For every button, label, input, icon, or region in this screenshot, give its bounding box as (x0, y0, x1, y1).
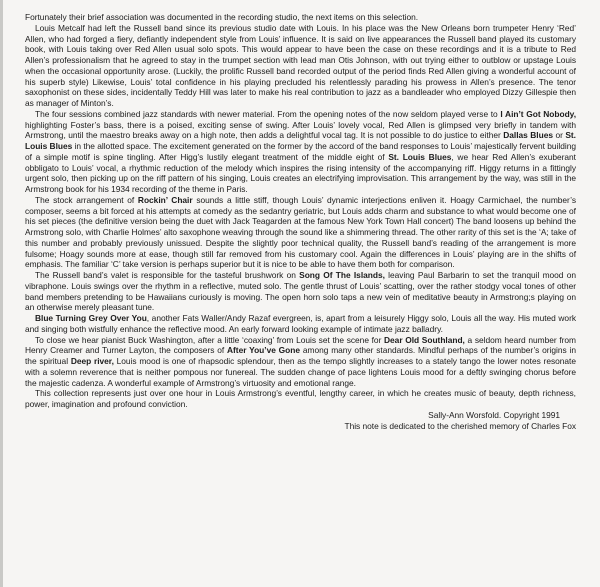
song-title: I Ain’t Got Nobody, (500, 108, 576, 119)
paragraph-text: highlighting Foster’s bass, there is a poised, exciting sense of swing. After Louis’ lovely vocal, Red Allen is glimpsed very briefly in tandem with Armstrong, until the maestro breaks away on a high note, then adds a delightful vocal tag. It is not possible to do justice to either (25, 119, 576, 141)
liner-notes-text (25, 12, 576, 410)
paragraph-text: This collection represents just over one hour in Louis Armstrong’s eventful, lengthy career, in which he creates music of beauty, depth richness, power, imagination and profound conviction. (25, 388, 576, 409)
song-title: Dear Old Southland, (384, 334, 465, 345)
paragraph-text: Fortunately their brief association was documented in the recording studio, the next items on this selection. (25, 12, 419, 22)
paragraph-text: sounds a little stiff, though Louis’ dynamic interjections enliven it. Hoagy Carmichael, the number’s composer, seems a bit forced at his attempts at comedy as the sedantry geriatric, but Louis adds charm and substance to what would become one of his set pieces (the definitive version being the duet with Jack Teagarden at the famous New York Town Hall concert) The band loosens up behind the Armstrong solo, with Charlie Holmes’ alto saxophone weaving through the sound like a shimmering thread. The other rarity of this set is the ‘A; take of this number and probably previously unissued. Despite the slightly poor technical quality, the Russell band’s reading of the arrangement is more fulsome; Hoagy sounds more at ease, though still far removed from his customary cool. Again the differences in Louis’ playing are in the shifts of emphasis. The familiar ‘C’ take version is perhaps superior but it is nice to be able to have them both for comparison. (25, 194, 576, 270)
paragraph (25, 195, 576, 270)
paragraph-text: a seldom heard number from Henry Creamer and Turner Layton, the composers of (25, 334, 576, 356)
paragraph-text: To close we hear pianist Buck Washington, after a little ‘coaxing’ from Louis set the scene for (35, 334, 385, 345)
song-title: St. Louis Blues (388, 151, 452, 162)
paragraph-text: Louis Metcalf had left the Russell band since its previous studio date with Louis. In his place was the New Orleans born trumpeter Henry ‘Red’ Allen, who had forged a fiery, defiantly independent style from Louis’ influence. It is said on live appearances the Russell band played its customary book, with Louis taking over Red Allen usual solo spots. This would appear to have been the case on these recordings and it is a tribute to Red Allen’s professionalism that he agreed to stay in the trumpet section with lead man Otis Johnson, with out trying either to outblow or upstage Louis when the occasional opportunity arose. (Luckily, the prolific Russell band recorded output of the period finds Red Allen giving a wonderful account of his superb style) Likewise, Louis’ total confidence in his playing precluded his relentlessly parading his prowess in Allen’s presence. The tenor saxophonist on these sides, incidentally Teddy Hill was later to make his real contribution to jazz as a bandleader who employed Dizzy Gillespie then as manager of Minton’s. (25, 22, 576, 108)
song-title: St. Louis Blues (25, 130, 576, 151)
paragraph (25, 388, 576, 410)
paragraph-text: The four sessions combined jazz standards with newer material. From the opening notes of the now seldom played verse to (35, 108, 501, 119)
paragraph (25, 109, 576, 195)
song-title: Blue Turning Grey Over You (35, 313, 147, 323)
paragraph-text: Louis mood is one of rhapsodic splendour, then as the tempo slightly increases to a stately tango the lower notes resonate with a solemn reverence that is neither pompous nor funereal. The sudden change of pace lightens Louis mood for a deftly swinging chorus before the majestic cadenza. A wonderful example of Armstrong’s virtuosity and emotional range. (25, 356, 576, 388)
paragraph-text: leaving Paul Barbarin to set the tranquil mood on vibraphone. Louis swings over the rhythm in a reflective, muted solo. The gentle thrust of Louis’ scatting, over the rather stodgy vocal tones of other band members pretending to be Hawaiians curiously is moving. The open horn solo taps a new vein of meditative beauty in Armstrong;s playing on an otherwise merely pleasant tune. (25, 270, 576, 313)
paragraph-text: , we hear Red Allen’s exuberant obbligato to Louis’ vocal, a rhythmic reduction of the melody which inspires the rising intensity of the accompanying riff. Higgy returns in a fittingly urgent solo, then picking up on the riff pattern of his singing, Louis creates an electrifying improvisation. This arrangement by the way, was still in the Armstrong book for his 1934 recording of the theme in Paris. (25, 151, 576, 194)
dedication-line: This note is dedicated to the cherished memory of Charles Fox (344, 420, 576, 431)
song-title: Deep river, (70, 356, 114, 366)
paragraph (25, 335, 576, 389)
paragraph-text: , another Fats Waller/Andy Razaf evergreen, is, apart from a leisurely Higgy solo, Louis all the way. His muted work and singing both wistfully enhance the reflective mood. An early forward looking example of intimate jazz balladry. (25, 313, 576, 334)
paragraph-text: The Russell band’s valet is responsible for the tasteful brushwork on (35, 270, 300, 280)
paragraph-text: in the allotted space. The excitement generated on the former by the accord of the band responses to Louis’ majestically fervent building of a simple motif is spine tingling. After Higg’s lustily elegant treatment of the middle eight of (25, 141, 577, 162)
song-title: After You’ve Gone (227, 345, 301, 356)
paragraph (25, 12, 576, 23)
paragraph (25, 313, 576, 335)
paragraph (25, 23, 576, 109)
song-title: Rockin’ Chair (137, 194, 193, 205)
paragraph (25, 270, 576, 313)
author-signature: Sally-Ann Worsfold. Copyright 1991 (428, 409, 560, 420)
song-title: Song Of The Islands, (299, 270, 385, 280)
paragraph-text: The stock arrangement of (35, 194, 138, 205)
song-title: Dallas Blues (503, 130, 553, 141)
paragraph-text: among many other standards. Mindful perhaps of the number’s origins in the spiritual (25, 345, 576, 366)
paragraph-text: or (552, 130, 566, 141)
